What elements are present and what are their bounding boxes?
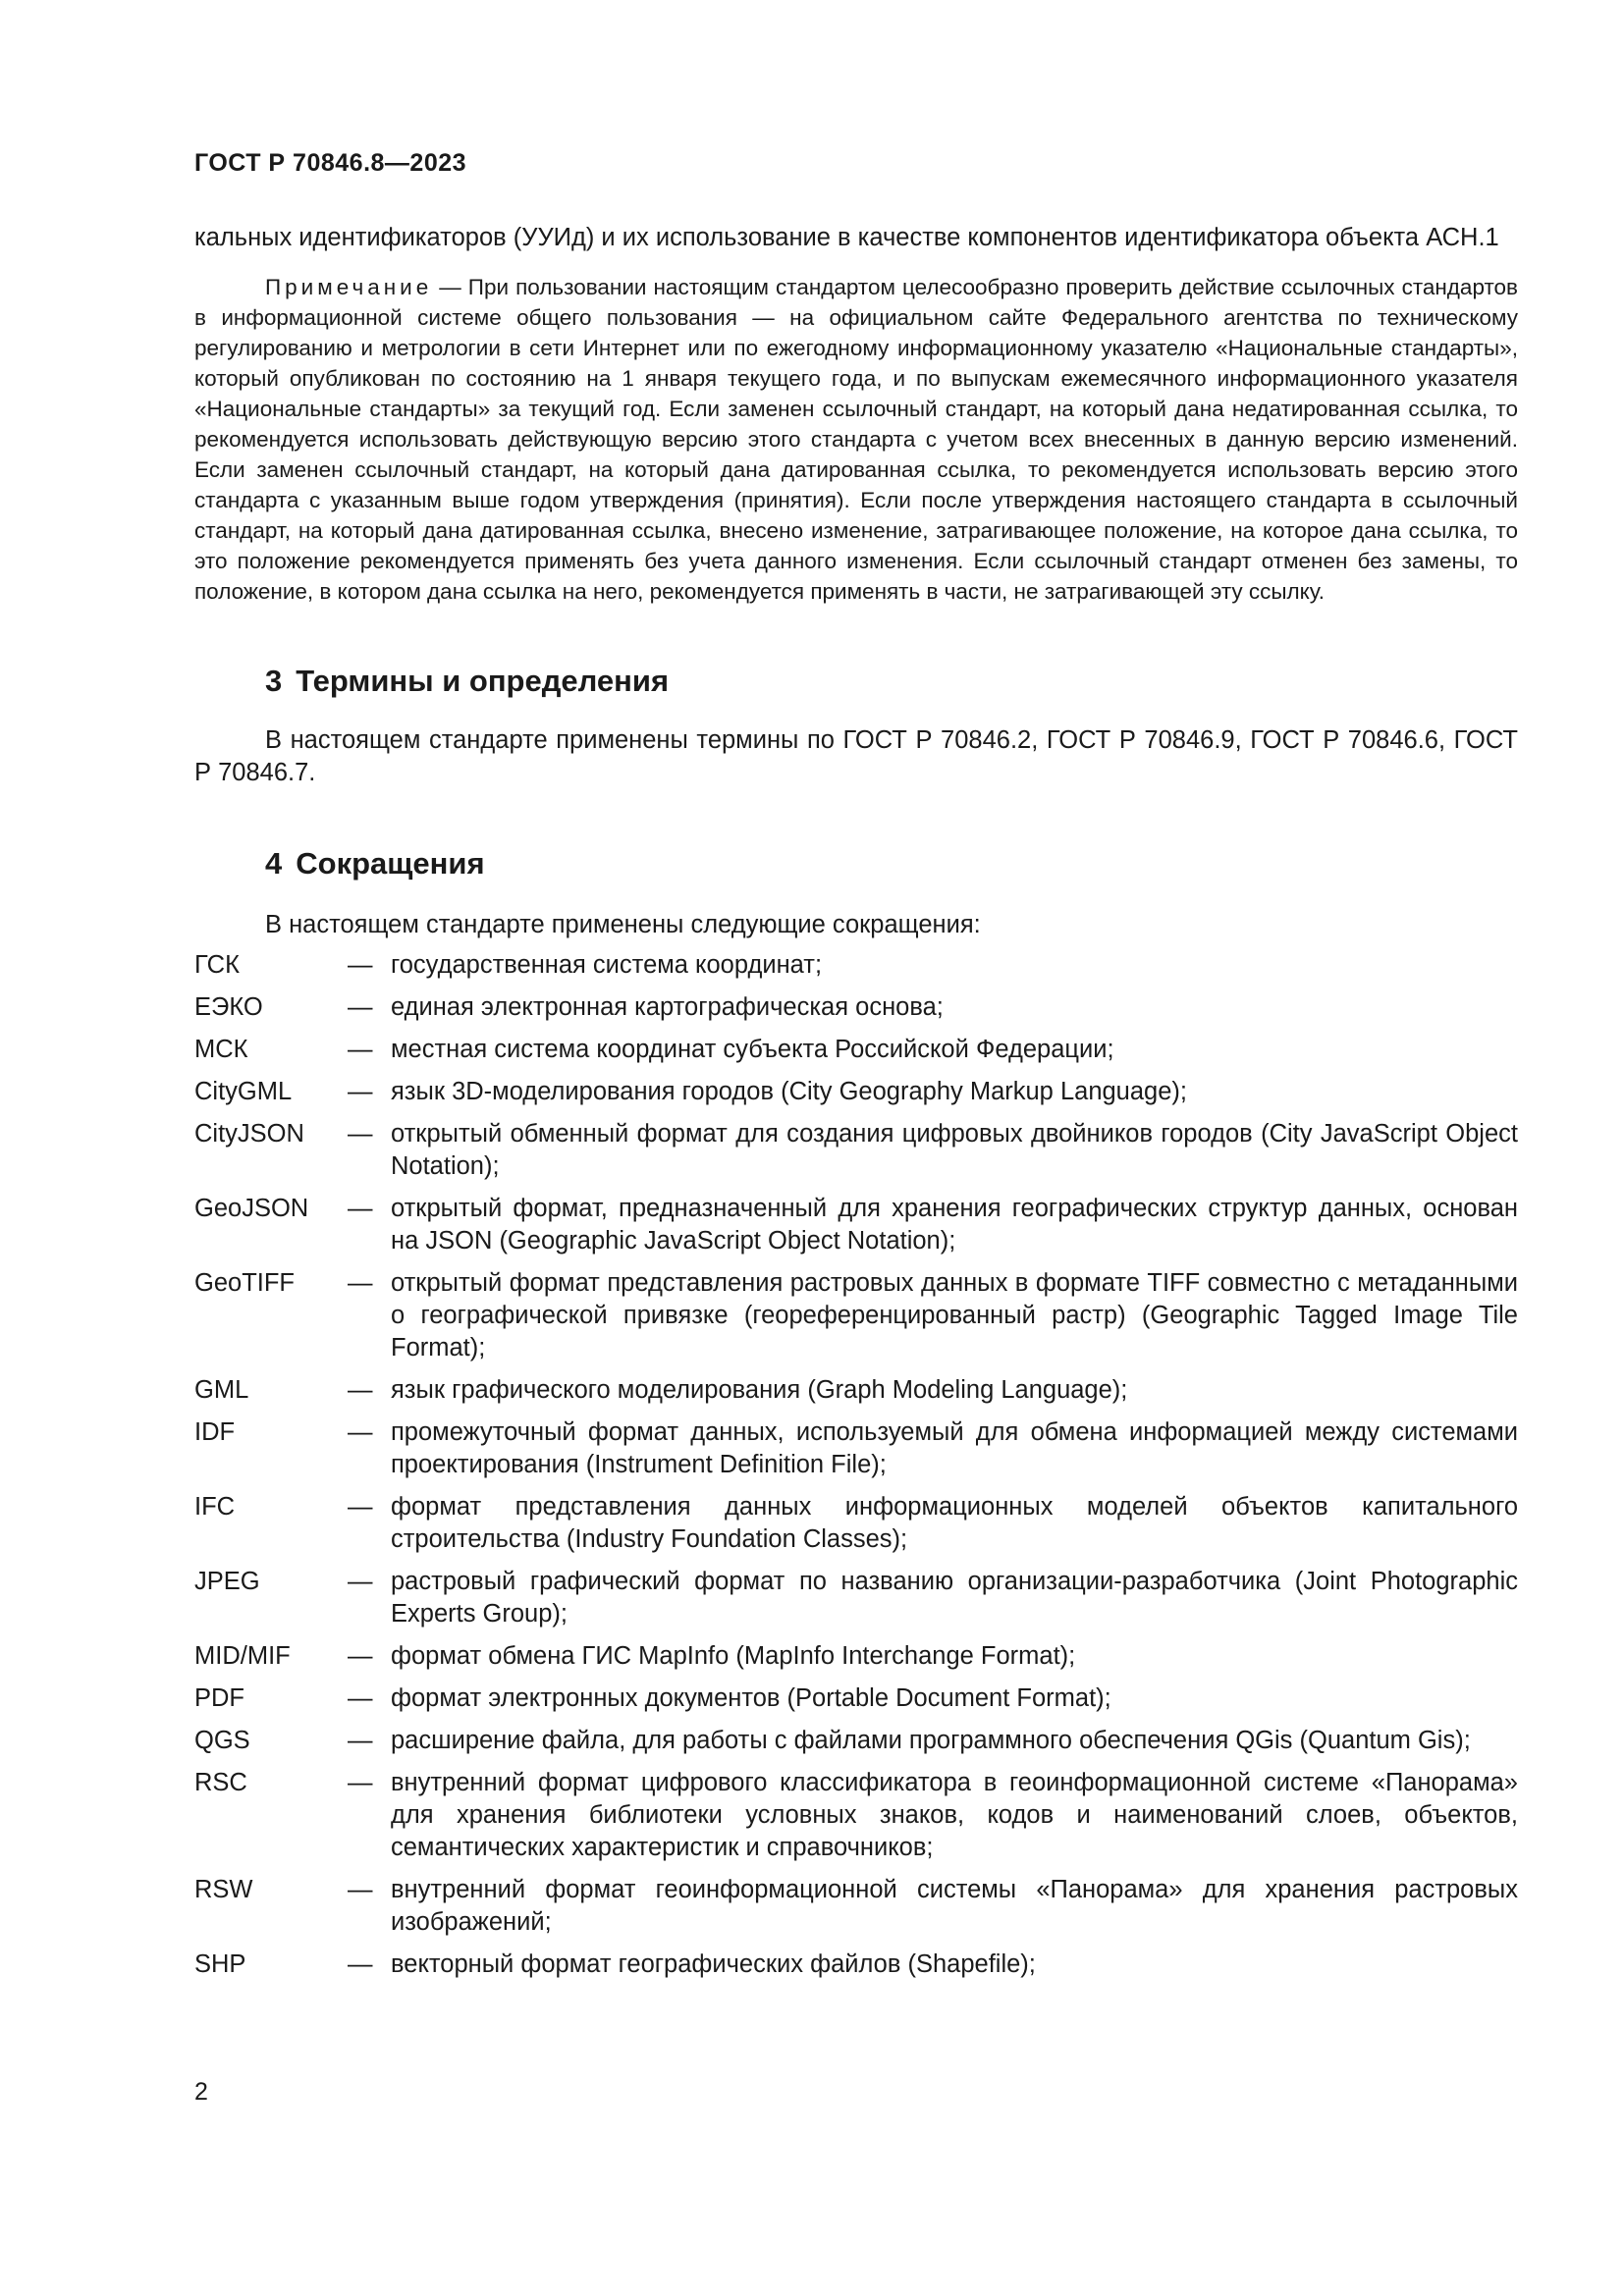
abbreviation-row [194, 991, 1518, 1024]
abbreviation-definition: местная система координат субъекта Российской Федерации; [391, 1036, 1114, 1063]
note-text: — При пользовании настоящим стандартом целесообразно проверить действие ссылочных стандартов в информационной системе общего пользования — на официальном сайте Федерального агентства по техническому регулированию и метрологии в сети Интернет или по ежегодному информационному указателю «Национальные стандарты», который опубликован по состоянию на 1 января текущего года, и по выпускам ежемесячного информационного указателя «Национальные стандарты» за текущий год. Если заменен ссылочный стандарт, на который дана недатированная ссылка, то рекомендуется использовать действующую версию этого стандарта с учетом всех внесенных в данную версию изменений. Если заменен ссылочный стандарт, на который дана датированная ссылка, то рекомендуется использовать версию этого стандарта с указанным выше годом утверждения (принятия). Если после утверждения настоящего стандарта в ссылочный стандарт, на который дана датированная ссылка, внесено изменение, затрагивающее положение, на которое дана ссылка, то это положение рекомендуется применять без учета данного изменения. Если ссылочный стандарт отменен без замены, то положение, в котором дана ссылка на него, рекомендуется применять в части, не затрагивающей эту ссылку. [194, 275, 1518, 604]
abbreviation-row [194, 1267, 1518, 1364]
continuation-paragraph: кальных идентификаторов (УУИд) и их использование в качестве компонентов идентификатора объекта АСН.1 [194, 224, 1499, 251]
abbreviation-term: ЕЭКО [194, 993, 263, 1021]
abbreviation-row [194, 1416, 1518, 1481]
abbreviation-definition: формат обмена ГИС MapInfo (MapInfo Interchange Format); [391, 1642, 1076, 1670]
abbreviation-row [194, 1566, 1518, 1630]
abbreviation-row [194, 1118, 1518, 1183]
abbreviation-row [194, 1640, 1518, 1673]
abbreviation-row [194, 1767, 1518, 1864]
section-3-heading [265, 662, 1518, 701]
abbreviation-term: MID/MIF [194, 1642, 291, 1670]
abbreviation-list [194, 949, 1518, 1981]
abbreviation-term: GeoTIFF [194, 1269, 296, 1297]
abbreviation-dash: — [348, 1418, 373, 1446]
abbreviation-term: RSC [194, 1769, 247, 1796]
abbreviation-definition: открытый формат, предназначенный для хранения географических структур данных, основан на JSON (Geographic JavaScript Object Notation); [391, 1195, 1518, 1255]
abbreviation-row [194, 1374, 1518, 1407]
abbreviation-dash: — [348, 993, 373, 1021]
abbreviation-term: RSW [194, 1876, 253, 1903]
abbreviation-row [194, 1491, 1518, 1556]
abbreviation-dash: — [348, 1036, 373, 1063]
abbreviation-dash: — [348, 1376, 373, 1404]
abbreviation-dash: — [348, 1078, 373, 1105]
note-paragraph [194, 272, 1518, 607]
abbreviation-definition: расширение файла, для работы с файлами программного обеспечения QGis (Quantum Gis); [391, 1727, 1471, 1754]
page-number: 2 [194, 2078, 208, 2106]
abbreviation-definition: внутренний формат геоинформационной системы «Панорама» для хранения растровых изображений; [391, 1876, 1518, 1936]
abbreviation-dash: — [348, 951, 373, 979]
abbreviation-dash: — [348, 1684, 373, 1712]
abbreviation-definition: открытый обменный формат для создания цифровых двойников городов (City JavaScript Object Notation); [391, 1120, 1518, 1180]
abbreviation-row [194, 1076, 1518, 1108]
section-number: 3 [265, 664, 283, 698]
abbreviation-dash: — [348, 1769, 373, 1796]
document-code-header: ГОСТ Р 70846.8—2023 [194, 149, 467, 177]
abbreviation-term: CityGML [194, 1078, 293, 1105]
abbreviation-definition: единая электронная картографическая основа; [391, 993, 944, 1021]
abbreviation-definition: векторный формат географических файлов (Shapefile); [391, 1950, 1036, 1978]
abbreviation-dash: — [348, 1120, 373, 1148]
abbreviation-definition: язык графического моделирования (Graph Modeling Language); [391, 1376, 1128, 1404]
abbreviation-term: PDF [194, 1684, 244, 1712]
abbreviation-term: IDF [194, 1418, 236, 1446]
abbreviation-definition: государственная система координат; [391, 951, 823, 979]
abbreviation-row [194, 949, 1518, 982]
abbreviation-row [194, 1193, 1518, 1257]
abbreviation-row [194, 1725, 1518, 1757]
abbreviation-row [194, 1874, 1518, 1939]
page-content [194, 222, 1518, 1991]
abbreviation-definition: формат электронных документов (Portable Document Format); [391, 1684, 1111, 1712]
abbreviation-term: GML [194, 1376, 249, 1404]
abbreviation-definition: формат представления данных информационных моделей объектов капитального строительства (Industry Foundation Classes); [391, 1493, 1518, 1553]
abbreviation-dash: — [348, 1727, 373, 1754]
abbreviation-term: QGS [194, 1727, 250, 1754]
abbreviation-definition: промежуточный формат данных, используемый для обмена информацией между системами проектирования (Instrument Definition File); [391, 1418, 1518, 1478]
section-3-body: В настоящем стандарте применены термины по ГОСТ Р 70846.2, ГОСТ Р 70846.9, ГОСТ Р 70846.6, ГОСТ Р 70846.7. [194, 726, 1518, 786]
abbreviation-term: IFC [194, 1493, 236, 1521]
abbreviation-row [194, 1949, 1518, 1981]
section-title: Термины и определения [296, 664, 670, 698]
section-title: Сокращения [296, 846, 485, 881]
abbreviation-definition: открытый формат представления растровых данных в формате TIFF совместно с метаданными о географической привязке (геореференцированный растр) (Geographic Tagged Image Tile Format); [391, 1269, 1518, 1362]
abbreviation-dash: — [348, 1876, 373, 1903]
abbreviation-term: SHP [194, 1950, 246, 1978]
section-4-heading [265, 844, 1518, 883]
abbreviation-term: ГСК [194, 951, 240, 979]
abbreviation-row [194, 1682, 1518, 1715]
abbreviation-dash: — [348, 1642, 373, 1670]
abbreviation-row [194, 1034, 1518, 1066]
abbreviation-definition: растровый графический формат по названию организации-разработчика (Joint Photographic Experts Group); [391, 1568, 1518, 1628]
abbreviation-term: GeoJSON [194, 1195, 309, 1222]
section-number: 4 [265, 846, 283, 881]
abbreviation-term: JPEG [194, 1568, 260, 1595]
abbreviation-term: МСК [194, 1036, 248, 1063]
note-label: Примечание [265, 275, 433, 299]
abbreviation-dash: — [348, 1195, 373, 1222]
abbreviation-dash: — [348, 1950, 373, 1978]
abbreviation-dash: — [348, 1493, 373, 1521]
abbreviation-term: CityJSON [194, 1120, 304, 1148]
abbreviation-dash: — [348, 1568, 373, 1595]
section-4-intro: В настоящем стандарте применены следующие сокращения: [265, 911, 981, 938]
abbreviation-definition: язык 3D-моделирования городов (City Geography Markup Language); [391, 1078, 1187, 1105]
abbreviation-dash: — [348, 1269, 373, 1297]
abbreviation-definition: внутренний формат цифрового классификатора в геоинформационной системе «Панорама» для хранения библиотеки условных знаков, кодов и наименований слоев, объектов, семантических характеристик и справочников; [391, 1769, 1518, 1861]
